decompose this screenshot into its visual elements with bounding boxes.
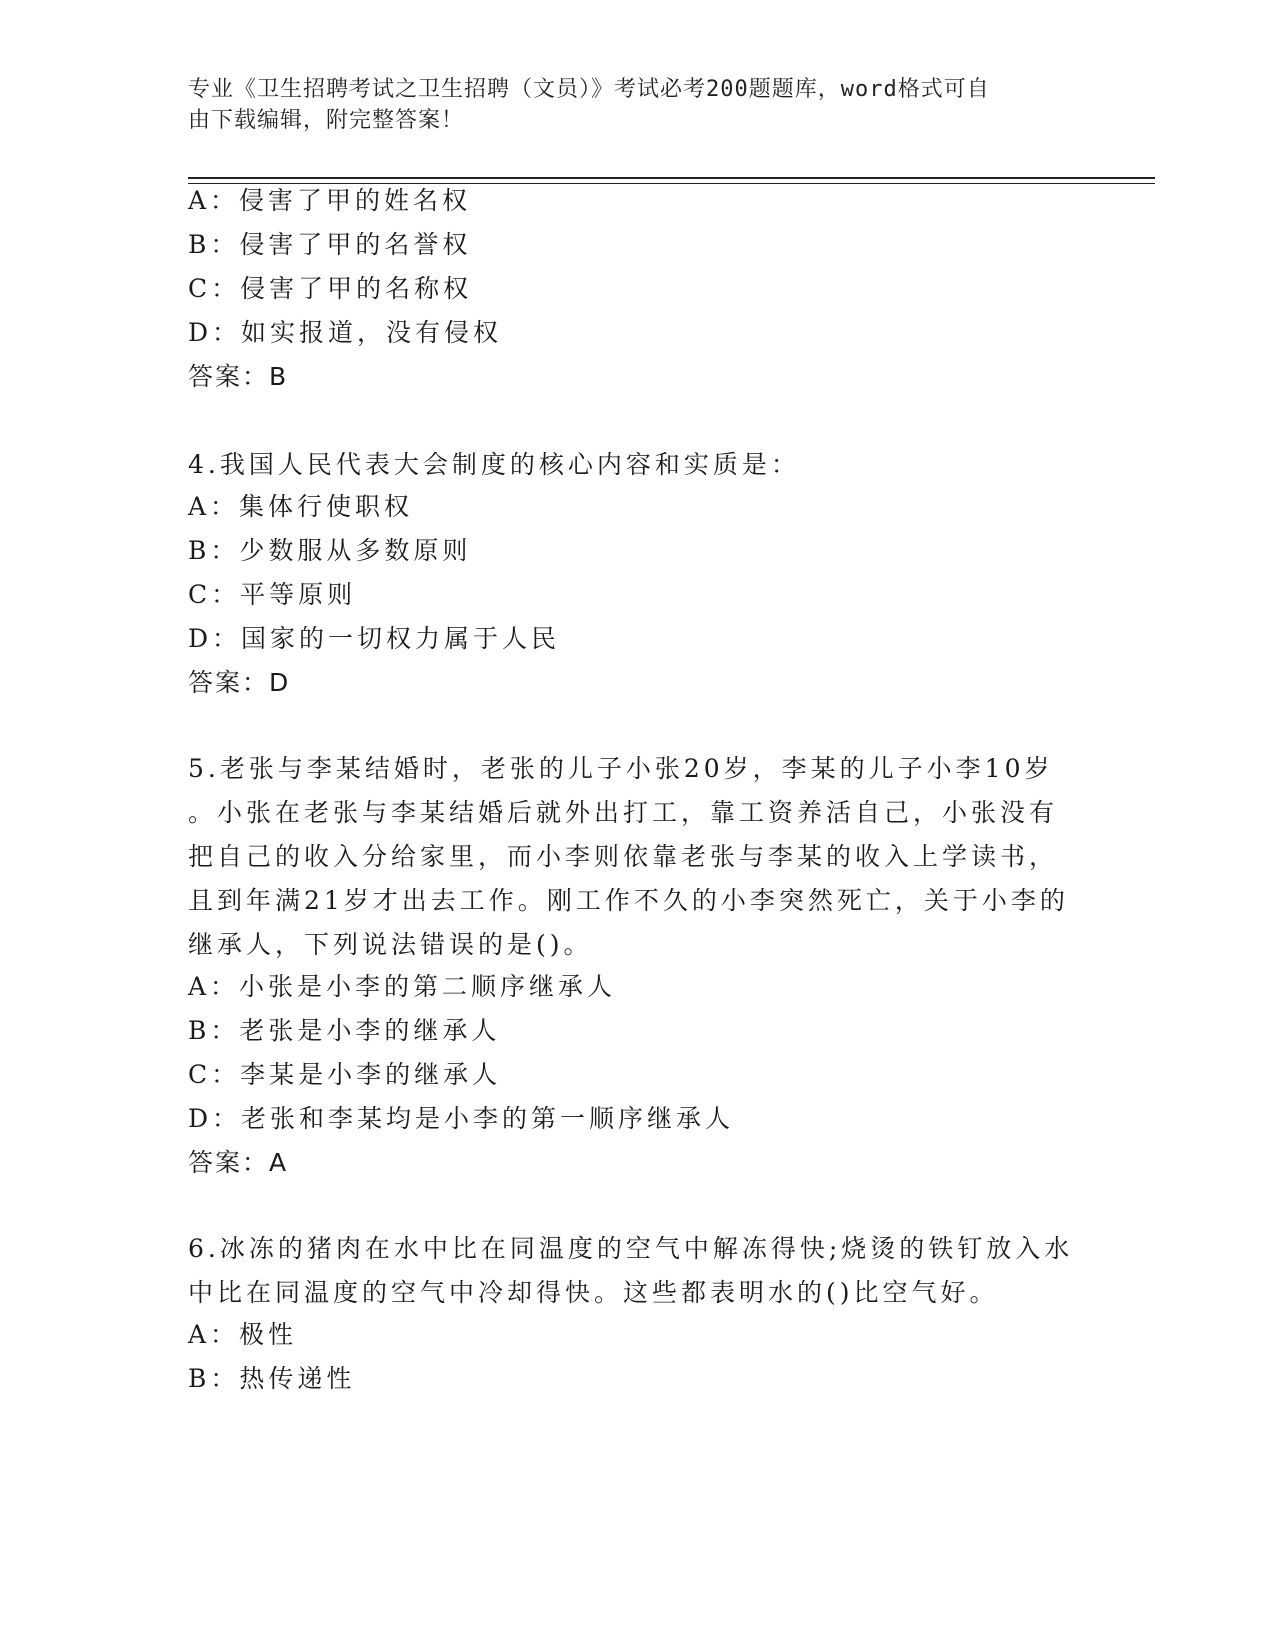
q3-answer: 答案：B — [188, 362, 289, 391]
q4-answer: 答案：D — [188, 668, 291, 697]
q6-option-a: A：极性 — [188, 1320, 298, 1349]
q4-option-c: C：平等原则 — [188, 580, 357, 609]
q5-option-d: D：老张和李某均是小李的第一顺序继承人 — [188, 1104, 735, 1133]
q3-option-b: B：侵害了甲的名誉权 — [188, 230, 472, 259]
header-line-2: 由下载编辑，附完整答案！ — [188, 108, 465, 133]
q6-option-b: B：热传递性 — [188, 1364, 356, 1393]
q4-option-a: A：集体行使职权 — [188, 492, 414, 521]
q5-option-c: C：李某是小李的继承人 — [188, 1060, 502, 1089]
q6-question-line-2: 中比在同温度的空气中冷却得快。这些都表明水的()比空气好。 — [188, 1278, 999, 1307]
q5-question-line-3: 把自己的收入分给家里，而小李则依靠老张与李某的收入上学读书， — [188, 842, 1059, 871]
q5-option-a: A：小张是小李的第二顺序继承人 — [188, 972, 617, 1001]
q5-question-line-4: 且到年满21岁才出去工作。刚工作不久的小李突然死亡，关于小李的 — [188, 886, 1069, 915]
q5-answer: 答案：A — [188, 1148, 289, 1177]
q5-option-b: B：老张是小李的继承人 — [188, 1016, 501, 1045]
q6-question-line-1: 6.冰冻的猪肉在水中比在同温度的空气中解冻得快;烧烫的铁钉放入水 — [188, 1234, 1074, 1263]
q5-question-line-1: 5.老张与李某结婚时，老张的儿子小张20岁，李某的儿子小李10岁 — [188, 754, 1054, 783]
q4-option-d: D：国家的一切权力属于人民 — [188, 624, 561, 653]
header-divider-thin — [188, 183, 1155, 184]
q3-option-a: A：侵害了甲的姓名权 — [188, 186, 472, 215]
header-line-1: 专业《卫生招聘考试之卫生招聘（文员）》考试必考200题题库，word格式可自 — [188, 77, 990, 102]
q5-question-line-2: 。小张在老张与李某结婚后就外出打工，靠工资养活自己，小张没有 — [188, 798, 1059, 827]
q3-option-c: C：侵害了甲的名称权 — [188, 274, 473, 303]
q3-option-d: D：如实报道，没有侵权 — [188, 318, 503, 347]
header-divider-thick — [188, 177, 1155, 179]
q5-question-line-5: 继承人，下列说法错误的是()。 — [188, 930, 593, 959]
q4-option-b: B：少数服从多数原则 — [188, 536, 472, 565]
document-header — [188, 74, 1068, 136]
q4-question: 4.我国人民代表大会制度的核心内容和实质是： — [188, 450, 800, 479]
